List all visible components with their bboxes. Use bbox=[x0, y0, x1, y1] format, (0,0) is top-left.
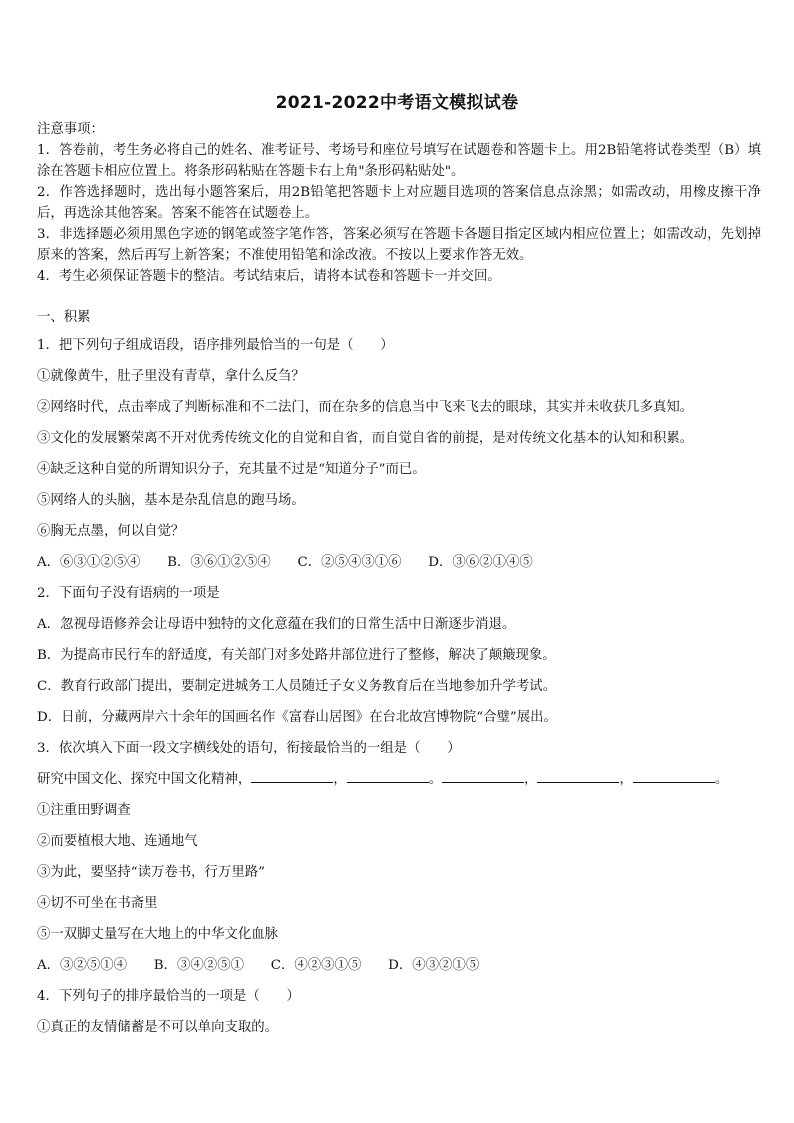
question-3-item: ④切不可坐在书斋里 bbox=[37, 896, 158, 911]
answer-blank bbox=[442, 770, 524, 783]
question-1-sentence: ②网络时代，点击率成了判断标准和不二法门，而在杂多的信息当中飞来飞去的眼球，其实并未收获几多真知。 bbox=[37, 400, 694, 415]
question-1-sentence: ⑤网络人的头脑，基本是杂乱信息的跑马场。 bbox=[37, 493, 305, 508]
answer-blank bbox=[537, 770, 619, 783]
question-3-item: ⑤一双脚丈量写在大地上的中华文化血脉 bbox=[37, 927, 279, 942]
punctuation: 。 bbox=[428, 772, 443, 787]
notice-heading: 注意事项： bbox=[37, 122, 104, 137]
question-1-stem: 1．把下列句子组成语段，语序排列最恰当的一句是（ ） bbox=[37, 338, 394, 353]
question-4-stem: 4．下列句子的排序最恰当的一项是（ ） bbox=[37, 989, 300, 1004]
question-1-options: A．⑥③①②⑤④ B．③⑥①②⑤④ C．②⑤④③①⑥ D．③⑥②①④⑤ bbox=[37, 555, 533, 570]
notice-item: 1．答卷前，考生务必将自己的姓名、准考证号、考场号和座位号填写在试题卷和答题卡上。用2B铅笔将试卷类型（B）填涂在答题卡相应位置上。将条形码粘贴在答题卡右上角"条形码粘贴处"。 bbox=[37, 143, 761, 179]
question-3-item: ①注重田野调查 bbox=[37, 803, 131, 818]
punctuation: ， bbox=[524, 772, 538, 787]
notice-item: 3．非选择题必须用黑色字迹的钢笔或签字笔作答，答案必须写在答题卡各题目指定区域内相应位置上；如需改动，先划掉原来的答案，然后再写上新答案；不准使用铅笔和涂改液。不按以上要求作答无效。 bbox=[37, 227, 761, 263]
punctuation: ， bbox=[619, 772, 633, 787]
question-2-stem: 2．下面句子没有语病的一项是 bbox=[37, 586, 220, 601]
question-3-stem: 3．依次填入下面一段文字横线处的语句，衔接最恰当的一组是（ ） bbox=[37, 741, 461, 756]
question-2-option: B．为提高市民行车的舒适度，有关部门对多处路井部位进行了整修，解决了颠簸现象。 bbox=[37, 648, 556, 663]
notice-item: 4．考生必须保证答题卡的整洁。考试结束后，请将本试卷和答题卡一并交回。 bbox=[37, 269, 501, 284]
question-4-sentence: ①真正的友情储蓄是不可以单向支取的。 bbox=[37, 1020, 279, 1035]
answer-blank bbox=[251, 770, 333, 783]
question-1-sentence: ③文化的发展繁荣离不开对优秀传统文化的自觉和自省，而自觉自省的前提，是对传统文化基本的认知和积累。 bbox=[37, 431, 694, 446]
section-heading: 一、积累 bbox=[37, 310, 91, 325]
answer-blank bbox=[347, 770, 429, 783]
question-3-item: ②而要植根大地、连通地气 bbox=[37, 834, 198, 849]
question-1-sentence: ⑥胸无点墨，何以自觉？ bbox=[37, 524, 185, 539]
punctuation: 。 bbox=[714, 772, 729, 787]
notice-item: 2．作答选择题时，选出每小题答案后，用2B铅笔把答题卡上对应题目选项的答案信息点涂黑；如需改动，用橡皮擦干净后，再选涂其他答案。答案不能答在试题卷上。 bbox=[37, 185, 761, 221]
question-2-option: A．忽视母语修养会让母语中独特的文化意蕴在我们的日常生活中日渐逐步消退。 bbox=[37, 617, 516, 632]
question-3-passage bbox=[37, 764, 761, 795]
notice-block bbox=[37, 119, 761, 287]
passage-prefix: 研究中国文化、探究中国文化精神， bbox=[37, 772, 252, 787]
question-3-options: A．③②⑤①④ B．③④②⑤① C．④②③①⑤ D．④③②①⑤ bbox=[37, 958, 480, 973]
question-2-option: C．教育行政部门提出，要制定进城务工人员随迁子女义务教育后在当地参加升学考试。 bbox=[37, 679, 557, 694]
question-2-option: D．日前，分藏两岸六十余年的国画名作《富春山居图》在台北故宫博物院“合璧”展出。 bbox=[37, 710, 557, 725]
questions bbox=[37, 306, 761, 1043]
punctuation: ， bbox=[333, 772, 347, 787]
question-1-sentence: ①就像黄牛，肚子里没有青草，拿什么反刍？ bbox=[37, 369, 305, 384]
page-title: 2021-2022中考语文模拟试卷 bbox=[275, 93, 519, 113]
question-3-item: ③为此，要坚持“读万卷书，行万里路” bbox=[37, 865, 265, 880]
question-1-sentence: ④缺乏这种自觉的所谓知识分子，充其量不过是“知道分子”而已。 bbox=[37, 462, 426, 477]
answer-blank bbox=[633, 770, 715, 783]
